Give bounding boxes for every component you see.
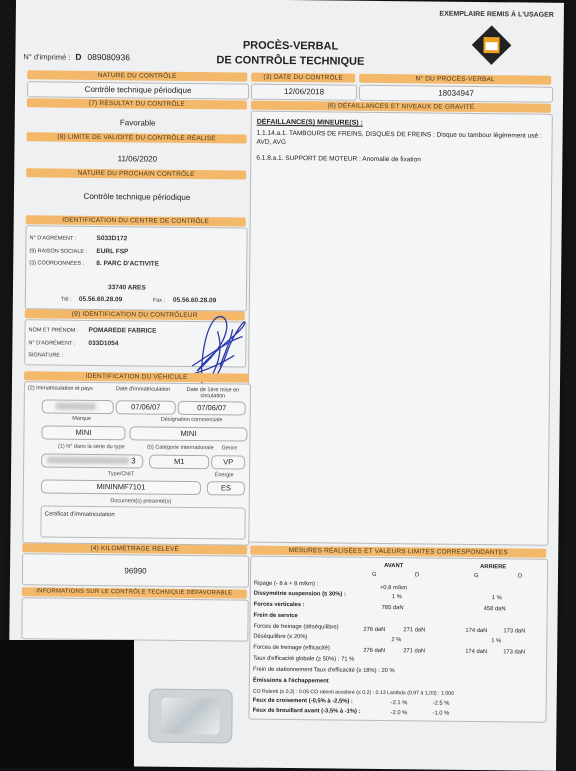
docs-label: Document(s) présenté(s) [110, 498, 172, 505]
emissions-label: Émissions à l'échappement [252, 677, 329, 685]
defects-title: DÉFAILLANCE(S) MINEURE(S) : [256, 118, 363, 127]
ripage-value: +0.8 m/km [379, 584, 408, 592]
date1-label: Date d'immatriculation [115, 386, 171, 393]
next-control-header: NATURE DU PROCHAIN CONTRÔLE [26, 168, 246, 179]
raison-sociale-value: EURL FSP [96, 248, 129, 256]
logo-icon [470, 24, 512, 66]
coordonnees-value: 8. PARC D'ACTIVITE [96, 260, 160, 268]
energie-field: ES [207, 481, 245, 495]
hologram-sticker [148, 689, 233, 744]
immat-redacted [56, 403, 96, 410]
ff-deseq-1: 276 daN [363, 626, 386, 634]
brouillard-av: -2.0 % [390, 710, 408, 717]
centre-city: 33740 ARES [107, 284, 146, 292]
croisement-label: Feux de croisement (-0,5% à -2,5%) : [252, 697, 353, 705]
croisement-ar: -2.5 % [432, 700, 450, 707]
centre-agrement-value: S033D172 [96, 235, 128, 243]
genre-field: VP [211, 455, 245, 469]
avant-label: AVANT [384, 563, 404, 570]
controleur-agrement-value: 033D1054 [88, 339, 119, 348]
arriere-d: D [517, 573, 523, 580]
date2-field: 07/06/07 [178, 401, 246, 416]
immat-label: (2) Immatriculation et pays [27, 385, 93, 392]
deseq-av: 2 % [391, 637, 402, 644]
date1-field: 07/06/07 [116, 400, 176, 415]
fax-value: 05.56.60.28.09 [172, 296, 217, 305]
ff-eff-4: 173 daN [503, 649, 526, 656]
nature-value: Contrôle technique périodique [84, 84, 192, 95]
raison-sociale-label: (9) RAISON SOCIALE : [29, 248, 88, 255]
coordonnees-label: (3) COORDONNÉES : [29, 260, 85, 267]
forces-verticales-av: 785 daN [381, 605, 404, 612]
ff-deseq-2: 271 daN [403, 627, 426, 634]
centre-agrement-label: N° D'AGRÉMENT : [29, 235, 77, 242]
km-value: 96990 [124, 566, 147, 576]
defects-header: (6) DÉFAILLANCES ET NIVEAUX DE GRAVITÉ [251, 101, 551, 113]
printed-letter: D [75, 51, 82, 62]
controleur-name-label: NOM ET PRÉNOM : [28, 327, 79, 334]
ff-eff-2: 271 daN [403, 648, 426, 655]
controleur-agrement-label: N° D'AGRÉMENT : [28, 340, 76, 347]
page-title-line2: DE CONTRÔLE TECHNIQUE [216, 54, 365, 68]
ff-eff-1: 276 daN [363, 647, 386, 655]
arriere-g: G [473, 572, 479, 580]
fax-label: Fax : [152, 297, 166, 304]
ff-eff-3: 174 daN [465, 648, 488, 656]
brouillard-ar: -1.0 % [432, 710, 450, 717]
type-label: Type/CNIT [107, 471, 135, 478]
defect-item-1: 1.1.14.a.1. TAMBOURS DE FREINS, DISQUES DE FREINS : Disque ou tambour légèrement usé : AVD, AVG [256, 129, 542, 146]
ff-deseq-3: 174 daN [465, 627, 488, 635]
frein-service-label: Frein de service [253, 612, 298, 620]
deseq-label: Déséquilibre (≤ 20%) [253, 633, 308, 641]
serie-redacted [47, 457, 129, 465]
avant-g: G [371, 571, 377, 578]
printed-number: 089080936 [87, 51, 131, 63]
co-line: CO Ralenti (≤ 0,3) : 0.05 CO ralenti accéléré (≤ 0,2) : 0.13 Lambda (0,97 à 1,03) : 1.000 [252, 688, 454, 697]
background-cloth [0, 640, 134, 768]
result-value: Favorable [119, 118, 156, 128]
validity-value: 11/06/2020 [117, 154, 158, 164]
forces-verticales-label: Forces verticales : [253, 601, 305, 609]
result-header: (7) RÉSULTAT DU CONTRÔLE [27, 98, 247, 109]
type-field: MININMF7101 [41, 479, 201, 495]
cat-field: M1 [149, 455, 209, 470]
date2-label: Date de 1ère mise en circulation [186, 386, 240, 400]
doc-value: Certificat d'immatriculation [44, 511, 115, 519]
tel-label: Tél : [60, 296, 72, 303]
taux-global: Taux d'efficacité globale (≥ 50%) : 71 % [253, 655, 355, 663]
date-header: (3) DATE DU CONTRÔLE [251, 73, 355, 83]
date-value: 12/06/2018 [283, 86, 325, 97]
vehicle-header: IDENTIFICATION DU VÉHICULE [24, 371, 249, 382]
info-defavorable-box [21, 597, 248, 641]
marque-field: MINI [41, 425, 125, 440]
forces-verticales-ar: 458 daN [483, 606, 506, 613]
ripage-label: Ripage (- 8 à + 8 m/km) : [253, 580, 319, 588]
dissymetrie-av: 1 % [391, 594, 402, 601]
validity-header: (8) LIMITE DE VALIDITÉ DU CONTRÔLE RÉALISÉ [27, 132, 247, 143]
printed-no-label: N° d'imprimé : [23, 52, 71, 62]
copy-label: EXEMPLAIRE REMIS À L'USAGER [439, 10, 554, 19]
defect-item-2: 6.1.8.a.1. SUPPORT DE MOTEUR : Anomalie de fixation [256, 154, 421, 164]
ff-eff-label: Forces de freinage (efficacité) [253, 644, 330, 652]
serie-end: 3 [131, 456, 136, 466]
dissymetrie-label: Dissymétrie suspension (≤ 30%) : [253, 590, 346, 598]
pv-value: 18034947 [438, 88, 474, 98]
km-header: (4) KILOMÉTRAGE RELEVÉ [22, 543, 247, 554]
genre-label: Genre [221, 445, 237, 452]
tel-value: 05.56.60.28.09 [78, 295, 123, 304]
serie-label: (1) N° dans la série du type [57, 443, 125, 451]
page-title-line1: PROCÈS-VERBAL [242, 39, 339, 53]
croisement-av: -2.1 % [390, 700, 408, 707]
ff-deseq-4: 173 daN [503, 628, 526, 635]
pv-header: N° DU PROCÈS-VERBAL [359, 74, 551, 85]
stationnement: Frein de stationnement Taux d'efficacité (≥ 18%) : 20 % [252, 666, 395, 675]
avant-d: D [414, 572, 420, 579]
ff-deseq-label: Forces de freinage (déséquilibre) [253, 623, 339, 631]
arriere-label: ARRIERE [480, 564, 507, 571]
brouillard-label: Feux de brouillard avant (-3,5% à -1%) : [252, 707, 361, 715]
next-control-value: Contrôle technique périodique [83, 191, 191, 202]
controleur-header: (9) IDENTIFICATION DU CONTRÔLEUR [25, 309, 245, 320]
cat-label: (5) Catégorie internationale [146, 444, 214, 452]
marque-label: Marque [72, 415, 91, 422]
nature-header: NATURE DU CONTRÔLE [27, 70, 247, 81]
designation-field: MINI [129, 426, 247, 441]
centre-header: IDENTIFICATION DU CENTRE DE CONTRÔLE [26, 215, 246, 226]
measures-header: MESURES RÉALISÉES ET VALEURS LIMITES CORRESPONDANTES [250, 546, 546, 558]
energie-label: Énergie [214, 472, 234, 479]
signature-label: SIGNATURE : [28, 352, 64, 359]
docs-box [40, 505, 245, 539]
controleur-name-value: POMAREDE FABRICE [88, 326, 157, 335]
designation-label: Désignation commerciale [160, 416, 223, 424]
defects-box [246, 111, 553, 546]
info-defavorable-header: INFORMATIONS SUR LE CONTRÔLE TECHNIQUE DÉFAVORABLE [22, 587, 247, 598]
deseq-ar: 1 % [491, 638, 502, 645]
dissymetrie-ar: 1 % [491, 595, 502, 602]
